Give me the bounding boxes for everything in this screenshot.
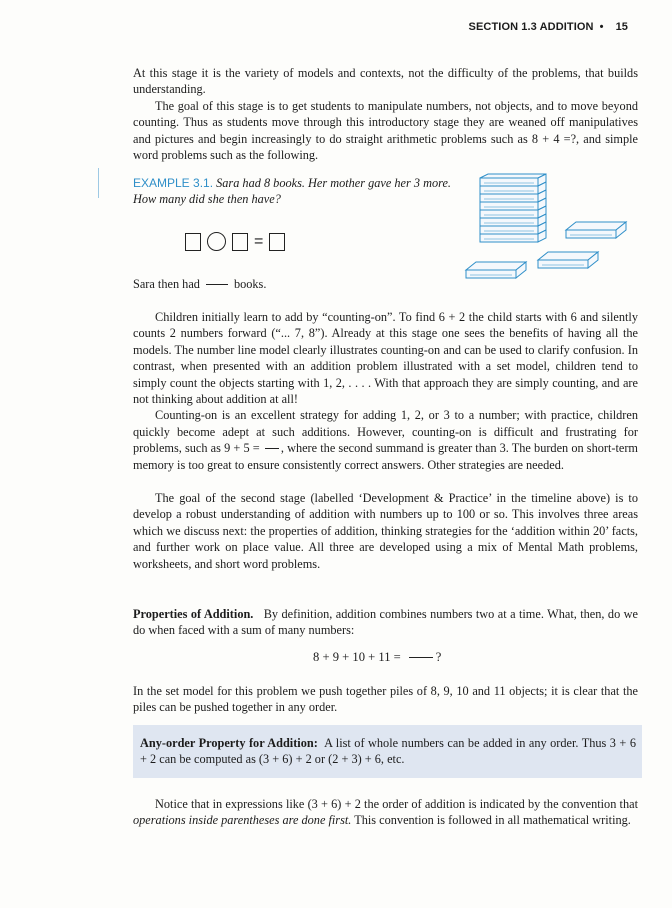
page-number: 15: [615, 21, 628, 33]
square-box-icon: [232, 233, 248, 251]
circle-operator-icon: [207, 232, 226, 251]
paragraph-4-start: Counting-on is an excellent strategy for adding 1, 2, or 3 to a number; with practice, children quickly become adept at such additions. However, counting-on is difficult and frustrating for problems, such as 9 + 5 =: [133, 408, 638, 456]
square-box-icon: [185, 233, 201, 251]
books-illustration: [462, 172, 632, 284]
sum-equation-left: 8 + 9 + 10 + 11 =: [313, 650, 401, 664]
example-question-line1: Sara had 8 books. Her mother gave her 3 more.: [216, 176, 451, 190]
paragraph-second-stage: [133, 490, 638, 572]
property-callout-box: [133, 725, 642, 778]
margin-marker: [98, 168, 99, 198]
properties-paragraph: [133, 606, 638, 639]
callout-text: A list of whole numbers can be added in any order. Thus 3 + 6 + 2 can be computed as (3 + 6) + 2 or (2 + 3) + 6, etc.: [140, 736, 636, 767]
answer-prefix: Sara then had: [133, 277, 200, 291]
header-bullet: •: [599, 21, 604, 33]
inline-blank: [265, 448, 279, 449]
properties-heading: Properties of Addition.: [133, 607, 254, 621]
paragraph-7-end: This convention is followed in all mathematical writing.: [354, 813, 631, 828]
example-block: [133, 175, 468, 208]
paragraph-7: [133, 796, 638, 829]
example-question-line2: How many did she then have?: [133, 192, 281, 207]
paragraph-intro: [133, 65, 638, 163]
paragraph-4: [133, 407, 638, 473]
book-single: [566, 222, 626, 238]
sum-blank: [409, 657, 433, 658]
sum-equation-question: ?: [435, 650, 442, 664]
book-single: [538, 252, 598, 268]
running-header: [469, 21, 628, 33]
callout-title: Any-order Property for Addition:: [140, 736, 318, 750]
paragraph-3: Children initially learn to add by “counting-on”. To find 6 + 2 the child starts with 6 and silently counts 2 numbers forward (“... 7, 8”). Already at this stage one sees the benefits of having all the models. The number line model clearly illustrates counting-on and can be used to clarify confusion. In contrast, when presented with an addition problem illustrated with a set model, children tend to simply count the objects starting with 1, 2, . . . . With that approach they are simply counting, and are not thinking about addition at all!: [133, 310, 638, 407]
section-title: SECTION 1.3 ADDITION: [468, 21, 594, 33]
answer-suffix: books.: [233, 277, 267, 291]
paragraph-6: In the set model for this problem we push together piles of 8, 9, 10 and 11 objects; it is clear that the piles can be pushed together in any order.: [133, 684, 638, 715]
book-single: [466, 262, 526, 278]
properties-text: By definition, addition combines numbers two at a time. What, then, do we do when faced with a sum of many numbers:: [133, 607, 638, 638]
answer-blank: [206, 284, 228, 285]
paragraph-parentheses: [133, 796, 638, 829]
book-stack: [480, 174, 546, 242]
paragraph-4-end: , where the second summand is greater than 3. The burden on short-term memory is too great to ensure consistently correct answers. Other strategies are needed.: [133, 441, 639, 472]
sum-equation: [313, 650, 441, 665]
paragraph-5: The goal of the second stage (labelled ‘Development & Practice’ in the timeline above) is to develop a robust understanding of addition with numbers up to 100 or so. This involves three areas which we discuss next: the properties of addition, thinking strategies for the ‘addition within 20’ facts, and further work on place value. All three are developed using a mix of Mental Math problems, worksheets, and short word problems.: [133, 491, 638, 571]
example-answer: [133, 276, 433, 292]
square-box-icon: [269, 233, 285, 251]
paragraph-7-italic: operations inside parentheses are done first.: [133, 813, 352, 828]
box-equation: [185, 232, 285, 251]
callout-content: [140, 735, 636, 768]
properties-section: [133, 606, 638, 639]
paragraph-counting-on: [133, 309, 638, 473]
paragraph-1: At this stage it is the variety of models and contexts, not the difficulty of the problems, that builds understanding.: [133, 66, 638, 97]
example-label: EXAMPLE 3.1.: [133, 176, 214, 190]
paragraph-7-start: Notice that in expressions like (3 + 6) + 2 the order of addition is indicated by the convention that: [155, 797, 638, 811]
paragraph-set-model: [133, 683, 638, 716]
paragraph-2: The goal of this stage is to get students to manipulate numbers, not objects, and to move beyond counting. Thus as students move through this introductory stage they are weaned off manipulatives and pictures and begin increasingly to do straight arithmetic problems such as 8 + 4 =?, and simple word problems such as the following.: [133, 98, 638, 163]
equals-sign: =: [254, 232, 264, 250]
